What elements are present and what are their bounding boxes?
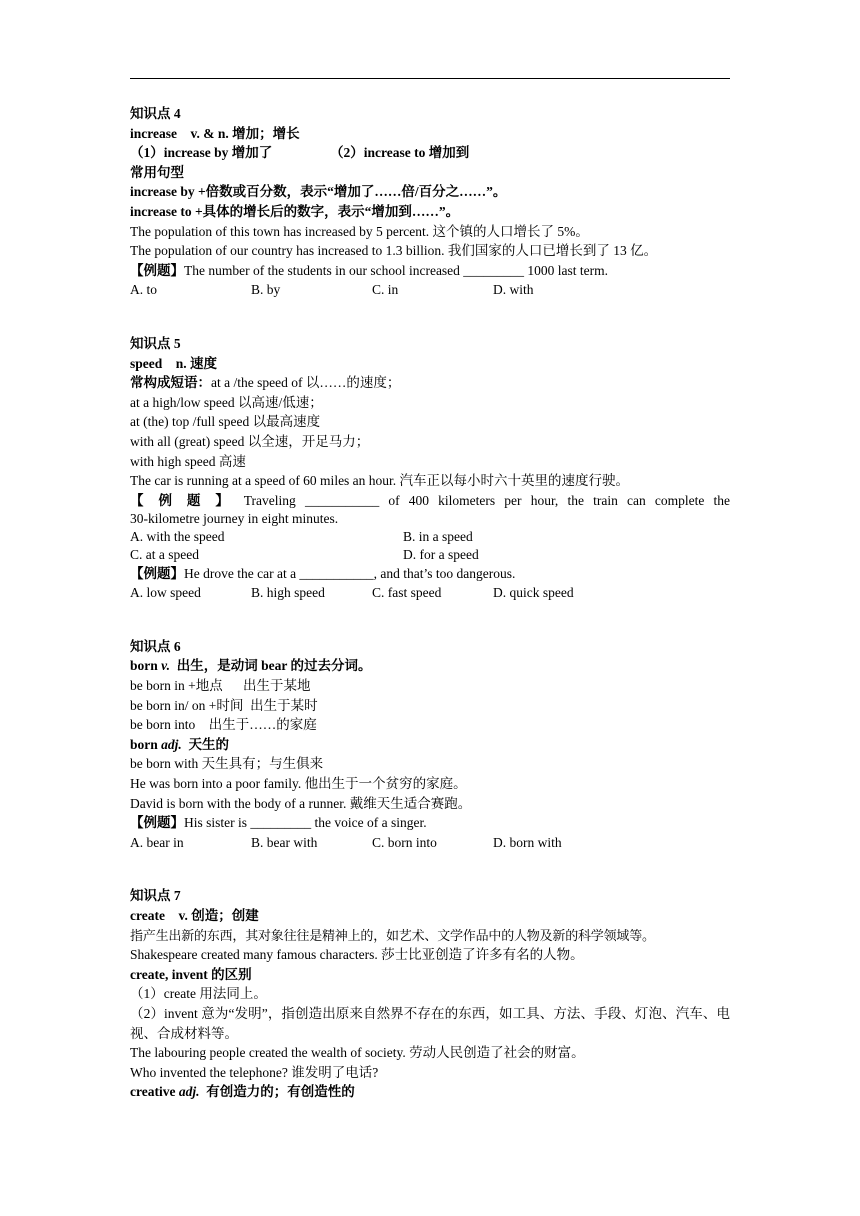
question-label: 【例题】: [130, 565, 184, 581]
part-of-speech: v. & n.: [190, 125, 229, 141]
phrase-line: at a high/low speed 以高速/低速；: [130, 394, 323, 410]
section-title: 知识点 5: [130, 335, 181, 351]
option: D. for a speed: [403, 546, 479, 562]
subheading: create, invent 的区别: [130, 966, 252, 982]
options-row: [130, 546, 730, 564]
options-row: [130, 833, 730, 853]
section-title: 知识点 6: [130, 638, 181, 654]
example-sentence: David is born with the body of a runner. 戴维天生适合赛跑。: [130, 795, 472, 811]
usage-note: （1）create 用法同上。: [130, 986, 267, 1002]
headword: speed: [130, 355, 163, 371]
option: A. bear in: [130, 834, 184, 850]
option: D. born with: [493, 834, 562, 850]
question: [130, 564, 730, 584]
options-row: [130, 528, 730, 546]
question-text: The number of the students in our school increased _________ 1000 last term.: [184, 262, 609, 278]
option: B. bear with: [251, 834, 318, 850]
headword-line: [130, 124, 730, 144]
option: D. with: [493, 282, 534, 298]
question-label: 【 例 题 】: [130, 492, 235, 508]
phrase-line: with all (great) speed 以全速，开足马力；: [130, 433, 370, 449]
phrase-line: be born in +地点 出生于某地: [130, 678, 311, 694]
question: [130, 261, 730, 281]
usage-line: [130, 143, 730, 163]
question-label: 【例题】: [130, 262, 184, 278]
headword-line: [130, 656, 730, 676]
meaning: 速度: [190, 355, 218, 371]
question-text: His sister is _________ the voice of a singer.: [184, 815, 427, 831]
headword-line: [130, 735, 730, 755]
phrase-line: with high speed 高速: [130, 453, 246, 469]
options-row: [130, 280, 730, 300]
headword: born: [130, 658, 158, 674]
usage-2: （2）increase to 增加到: [330, 145, 470, 161]
headword: increase: [130, 125, 177, 141]
section-title: 知识点 4: [130, 106, 181, 121]
headword: creative: [130, 1084, 176, 1100]
pattern-line: increase by +倍数或百分数，表示“增加了……倍/百分之……”。: [130, 184, 507, 200]
part-of-speech: adj.: [161, 736, 182, 752]
headword-line: [130, 354, 730, 374]
usage-1: （1）increase by 增加了: [130, 145, 273, 161]
usage-note: （2）invent 意为“发明”，指创造出原来自然界不存在的东西，如工具、方法、手段、灯泡、汽车、电视、合成材料等。: [130, 1005, 730, 1041]
example-sentence: The car is running at a speed of 60 miles an hour. 汽车正以每小时六十英里的速度行驶。: [130, 473, 630, 489]
question-text: He drove the car at a ___________, and that’s too dangerous.: [184, 565, 516, 581]
option: C. born into: [372, 834, 437, 850]
header-rule: [130, 78, 730, 79]
document-body: [130, 104, 730, 1102]
part-of-speech: adj.: [178, 1084, 200, 1100]
example-sentence: He was born into a poor family. 他出生于一个贫穷的家庭。: [130, 776, 467, 792]
pattern-title: 常用句型: [130, 164, 184, 180]
definition: 指产生出新的东西，其对象往往是精神上的，如艺术、文学作品中的人物及新的科学领域等。: [130, 927, 655, 943]
part-of-speech: n.: [175, 355, 187, 371]
meaning: 天生的: [188, 736, 230, 752]
meaning: 有创造力的；有创造性的: [206, 1084, 355, 1100]
example-sentence: Shakespeare created many famous characters. 莎士比亚创造了许多有名的人物。: [130, 947, 584, 963]
option: A. low speed: [130, 585, 201, 601]
pattern-line: increase to +具体的增长后的数字，表示“增加到……”。: [130, 203, 460, 219]
meaning: 创造；创建: [191, 907, 259, 923]
meaning: 增加；增长: [232, 125, 300, 141]
meaning: 出生，是动词 bear 的过去分词。: [176, 658, 372, 674]
question: [130, 491, 730, 511]
example-sentence: The population of our country has increased to 1.3 billion. 我们国家的人口已增长到了 13 亿。: [130, 243, 658, 259]
phrase-line: be born into 出生于……的家庭: [130, 717, 317, 733]
option: B. by: [251, 282, 281, 298]
phrase-line: at (the) top /full speed 以最高速度: [130, 414, 321, 430]
phrase-line: [130, 373, 730, 393]
headword: create: [130, 907, 165, 923]
question-text: Traveling ___________ of 400 kilometers per hour, the train can complete the: [243, 492, 731, 508]
question-continuation: 30-kilometre journey in eight minutes.: [130, 511, 339, 527]
options-row: [130, 583, 730, 603]
phrase-text: at a /the speed of 以……的速度；: [211, 375, 401, 391]
phrase-line: be born in/ on +时间 出生于某时: [130, 697, 318, 713]
option: D. quick speed: [493, 585, 574, 601]
option: C. in: [372, 282, 399, 298]
headword-line: [130, 906, 730, 926]
option: A. to: [130, 282, 157, 298]
example-sentence: Who invented the telephone? 谁发明了电话?: [130, 1064, 379, 1080]
example-sentence: The labouring people created the wealth of society. 劳动人民创造了社会的财富。: [130, 1045, 585, 1061]
option: A. with the speed: [130, 529, 225, 545]
option: B. high speed: [251, 585, 325, 601]
section-title: 知识点 7: [130, 888, 181, 904]
question-label: 【例题】: [130, 815, 184, 831]
headword-line: [130, 1082, 730, 1102]
example-sentence: The population of this town has increased by 5 percent. 这个镇的人口增长了 5%。: [130, 223, 589, 239]
option: C. at a speed: [130, 546, 199, 562]
headword: born: [130, 736, 158, 752]
question: [130, 813, 730, 833]
phrase-label: 常构成短语：: [130, 375, 211, 391]
part-of-speech: v.: [161, 658, 171, 674]
part-of-speech: v.: [178, 907, 188, 923]
option: C. fast speed: [372, 585, 442, 601]
option: B. in a speed: [403, 529, 473, 545]
phrase-line: be born with 天生具有；与生俱来: [130, 756, 324, 772]
